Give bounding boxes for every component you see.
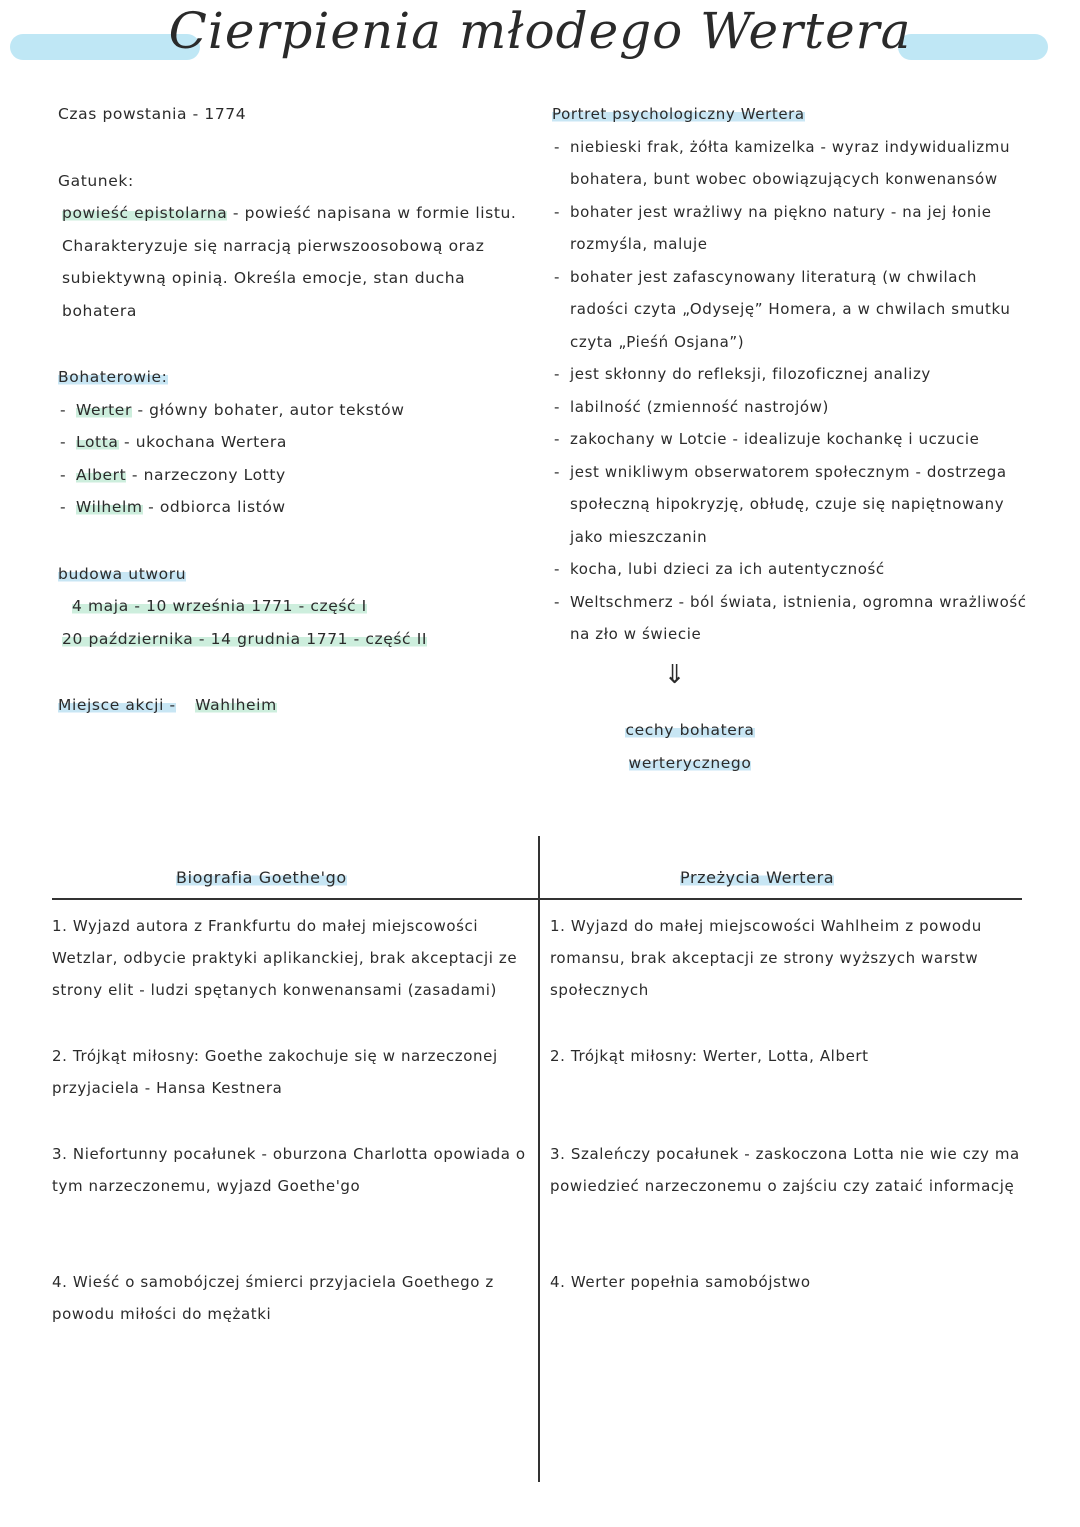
bohaterowie-list [58,394,526,524]
list-item: - kocha, lubi dzieci za ich autentyczność [552,553,1030,586]
down-arrow-icon: ⇓ [663,660,687,690]
page-title: Cierpienia młodego Wertera [168,2,912,60]
portret-label: Portret psychologiczny Wertera [552,105,805,123]
table-vertical-divider [538,836,540,1482]
table-row-right-3: 3. Szaleńczy pocałunek - zaskoczona Lotta nie wie czy ma powiedzieć narzeczonemu o zajściu czy zataić informację [550,1145,1020,1195]
right-column [552,98,1030,651]
budowa-label: budowa utworu [58,564,187,583]
cechy-bohatera [600,714,780,779]
table-row-left-3: 3. Niefortunny pocałunek - oburzona Charlotta opowiada o tym narzeczonemu, wyjazd Goethe'go [52,1145,526,1195]
table-row-left-1: 1. Wyjazd autora z Frankfurtu do małej miejscowości Wetzlar, odbycie praktyki aplikanckiej, brak akceptacji ze strony elit - ludzi spętanych konwenansami (zasadami) [52,917,518,999]
table-head-left: Biografia Goethe'go [176,868,347,887]
gatunek-label: Gatunek: [58,171,134,190]
table-row-right-2: 2. Trójkąt miłosny: Werter, Lotta, Albert [550,1047,869,1065]
list-item: - bohater jest wrażliwy na piękno natury - na jej łonie rozmyśla, maluje [552,196,1030,261]
table-row-right-4: 4. Werter popełnia samobójstwo [550,1273,811,1291]
budowa-part-1: 4 maja - 10 września 1771 - część I [72,597,367,615]
table-horizontal-divider [52,898,1022,900]
gatunek-text: - powieść napisana w formie listu. Charakteryzuje się narracją pierwszoosobową oraz subiektywną opinią. Określa emocje, stan ducha bohatera [62,204,517,320]
table-head-right: Przeżycia Wertera [680,868,835,887]
list-item: - niebieski frak, żółta kamizelka - wyraz indywidualizmu bohatera, bunt wobec obowiązujących konwenansów [552,131,1030,196]
table-row-right-1: 1. Wyjazd do małej miejscowości Wahlheim z powodu romansu, brak akceptacji ze strony wyższych warstw społecznych [550,917,982,999]
list-item: - Wilhelm - odbiorca listów [58,491,526,524]
table-row-left-4: 4. Wieść o samobójczej śmierci przyjaciela Goethego z powodu miłości do mężatki [52,1273,494,1323]
table-row-left-2: 2. Trójkąt miłosny: Goethe zakochuje się w narzeczonej przyjaciela - Hansa Kestnera [52,1047,498,1097]
bohaterowie-label: Bohaterowie: [58,368,168,386]
list-item: - labilność (zmienność nastrojów) [552,391,1030,424]
gatunek-highlight: powieść epistolarna [62,204,228,222]
gatunek-description [58,197,526,327]
left-column [58,98,526,722]
list-item: - jest wnikliwym obserwatorem społecznym - dostrzega społeczną hipokryzję, obłudę, czuje się napiętnowany jako mieszczanin [552,456,1030,554]
list-item: - Albert - narzeczony Lotty [58,459,526,492]
list-item: - Lotta - ukochana Wertera [58,426,526,459]
czas-powstania: Czas powstania - 1774 [58,105,247,123]
cechy-line-2: werterycznego [628,753,752,772]
list-item: - Werter - główny bohater, autor tekstów [58,394,526,427]
portret-list [552,131,1030,651]
miejsce-akcji: Miejsce akcji - Wahlheim [58,696,277,714]
budowa-part-2: 20 października - 14 grudnia 1771 - część II [62,629,428,648]
list-item: - Weltschmerz - ból świata, istnienia, ogromna wrażliwość na zło w świecie [552,586,1030,651]
list-item: - bohater jest zafascynowany literaturą (w chwilach radości czyta „Odyseję” Homera, a w chwilach smutku czyta „Pieśń Osjana”) [552,261,1030,359]
list-item: - zakochany w Lotcie - idealizuje kochankę i uczucie [552,423,1030,456]
list-item: - jest skłonny do refleksji, filozoficznej analizy [552,358,1030,391]
cechy-line-1: cechy bohatera [625,721,755,739]
